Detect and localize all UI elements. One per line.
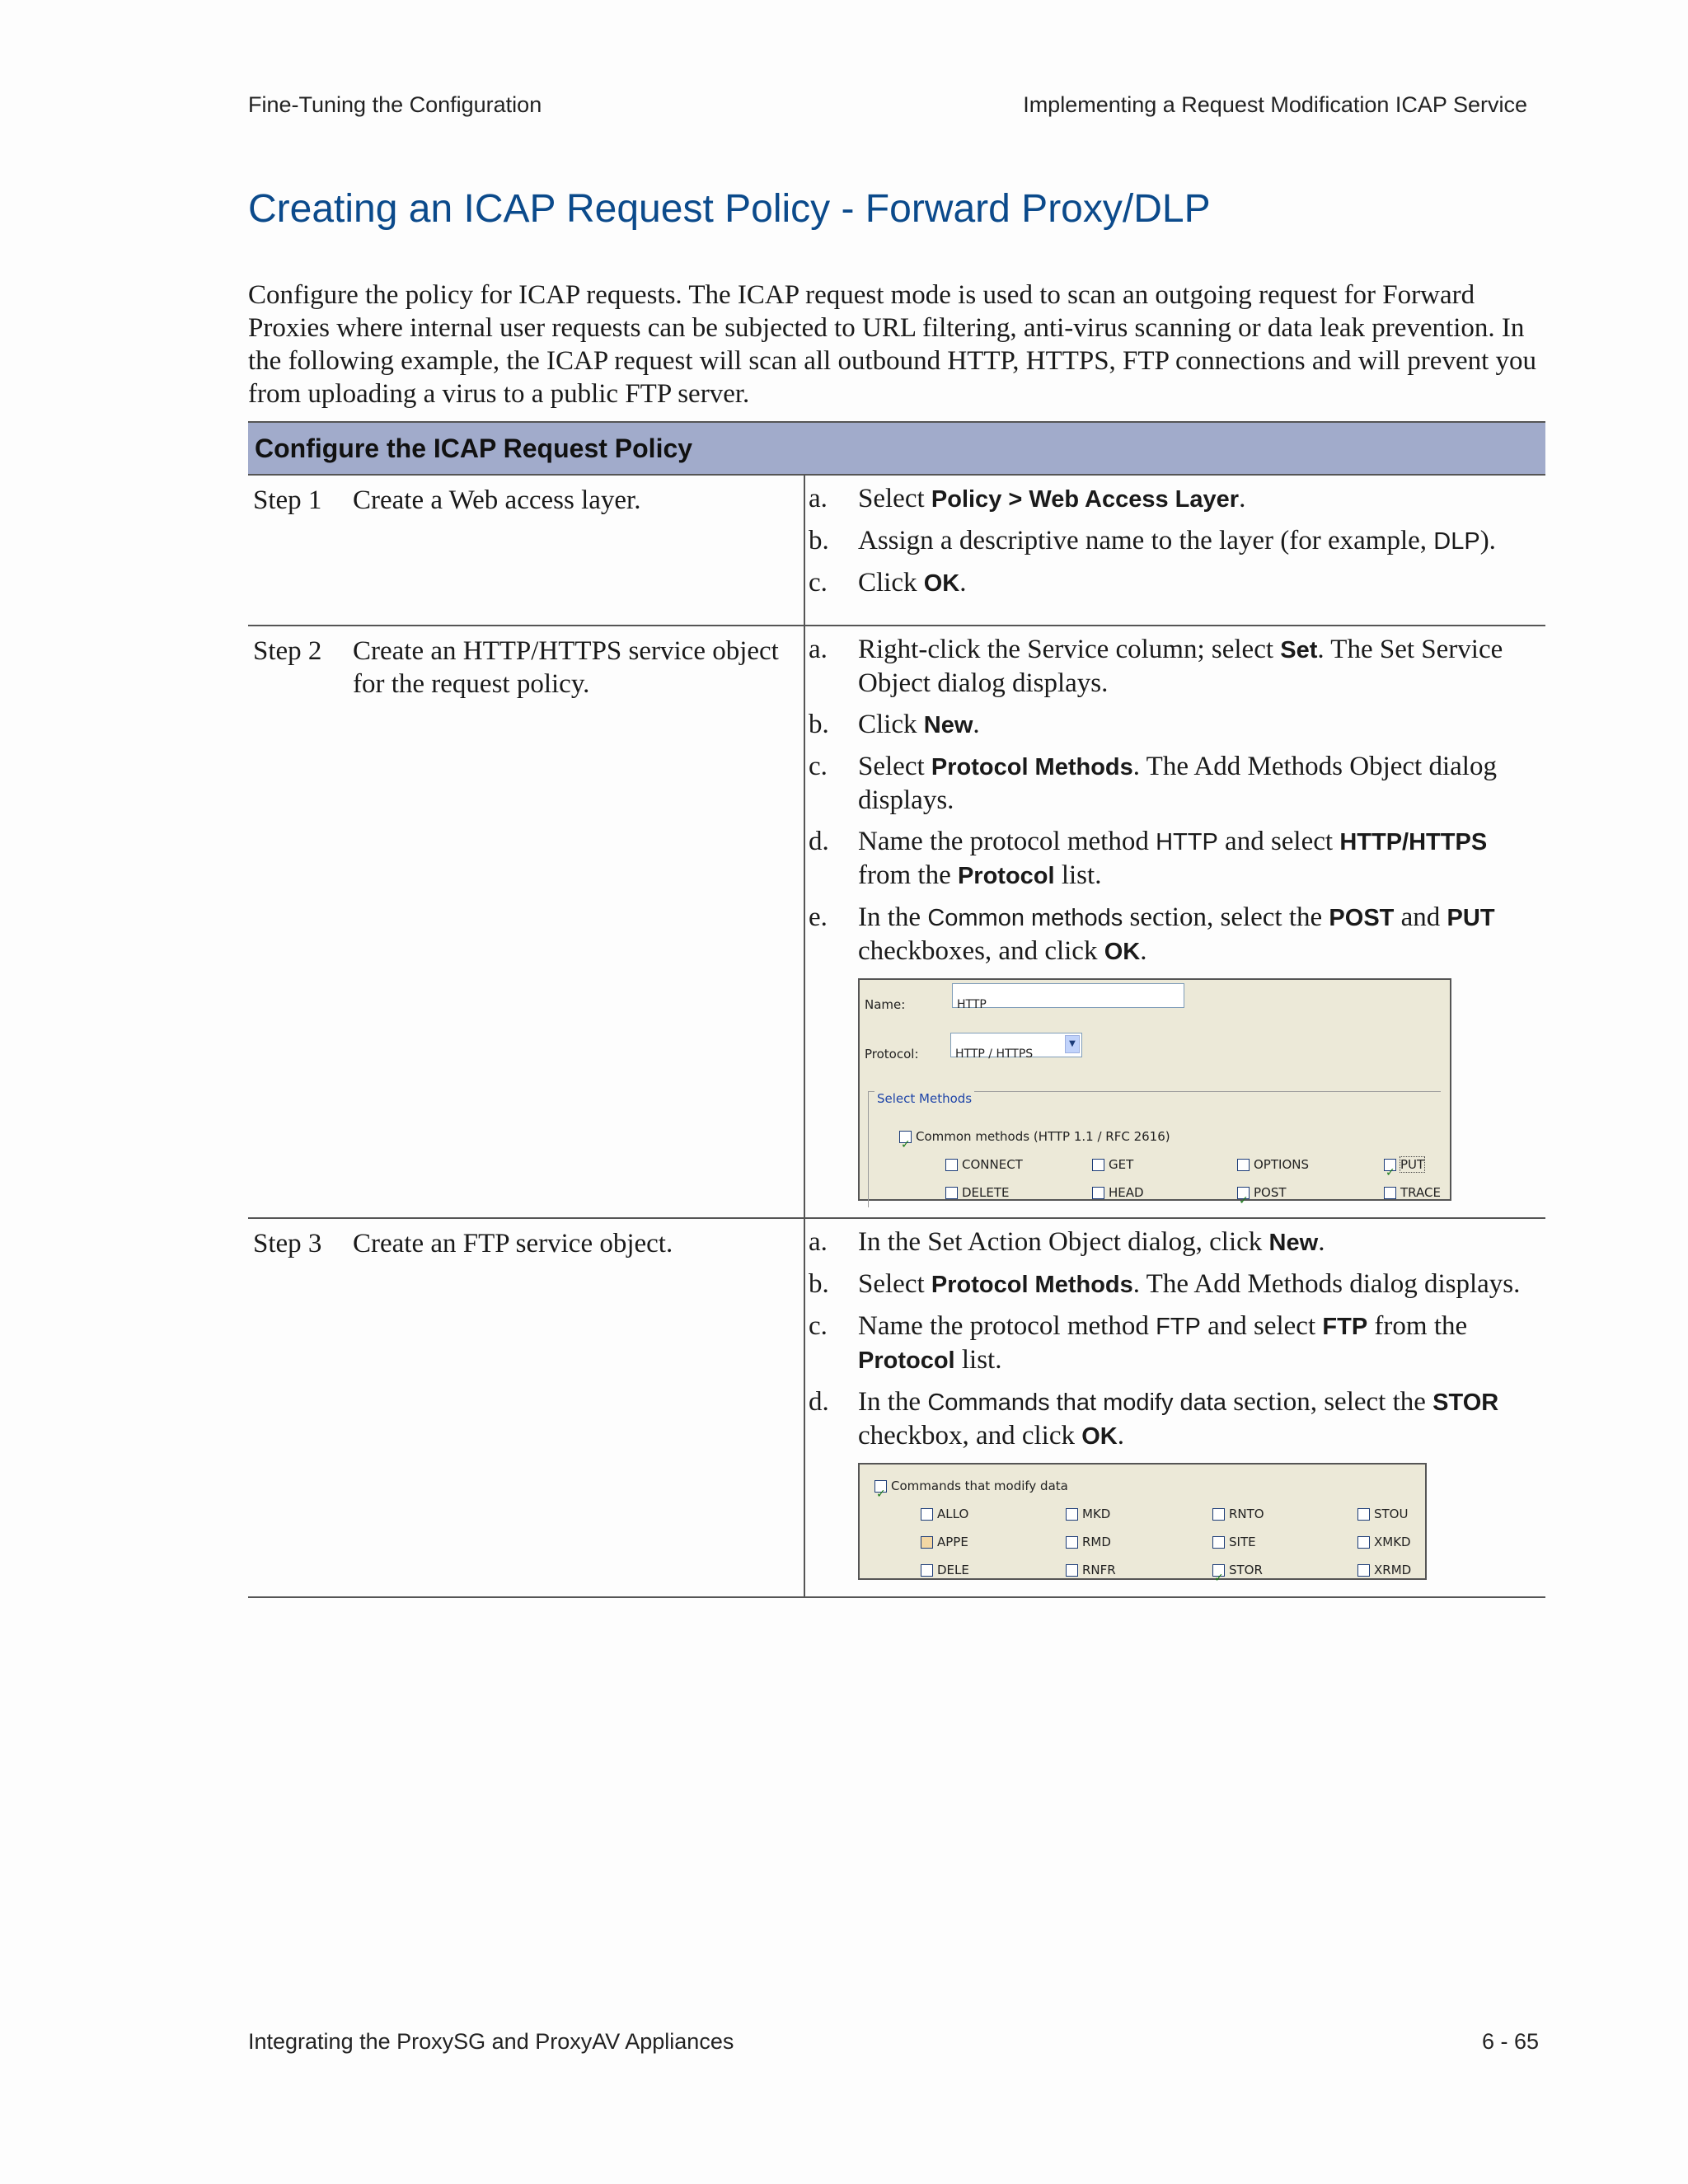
command-checkbox[interactable]: ALLO xyxy=(921,1497,968,1530)
substep: a. In the Set Action Object dialog, click New. xyxy=(809,1227,1325,1257)
add-methods-dialog-screenshot xyxy=(858,978,1451,1201)
ftp-commands-screenshot xyxy=(858,1463,1427,1580)
substep: a. Select Policy > Web Access Layer. xyxy=(809,484,1246,513)
procedure-table xyxy=(248,421,1545,1598)
substep: d. In the Commands that modify data section, select the STOR checkbox, and click OK. xyxy=(809,1387,1499,1451)
chevron-down-icon: ▼ xyxy=(1065,1035,1080,1053)
substep: b. Select Protocol Methods. The Add Methods dialog displays. xyxy=(809,1269,1521,1299)
select-methods-group-label: Select Methods xyxy=(874,1082,974,1115)
method-checkbox[interactable]: CONNECT xyxy=(945,1148,1023,1181)
command-checkbox[interactable]: SITE xyxy=(1212,1526,1256,1558)
method-checkbox-post[interactable]: ✓ POST xyxy=(1237,1176,1287,1209)
command-checkbox[interactable]: RNTO xyxy=(1212,1497,1264,1530)
step-description: Create an HTTP/HTTPS service object for the request policy. xyxy=(353,636,779,699)
substep: b. Click New. xyxy=(809,710,980,739)
intro-paragraph: Configure the policy for ICAP requests. The ICAP request mode is used to scan an outgoing request for Forward Proxies where internal user requests can be subjected to URL filtering, anti-virus scanning or data leak prevention. In the following example, the ICAP request will scan all outbound HTTP, HTTPS, FTP connections and will prevent you from uploading a virus to a public FTP server. xyxy=(248,280,1537,409)
step-label: Step 3 xyxy=(253,1229,322,1258)
commands-group-checkbox[interactable]: ✓Commands that modify data xyxy=(874,1469,1068,1502)
step-row-2 xyxy=(248,626,1545,1219)
command-checkbox[interactable]: XMKD xyxy=(1357,1526,1411,1558)
step-description: Create an FTP service object. xyxy=(353,1229,673,1258)
page-number: 6 - 65 xyxy=(1481,2029,1539,2054)
command-checkbox[interactable]: MKD xyxy=(1066,1497,1110,1530)
checkbox-checked-icon xyxy=(874,1480,887,1493)
running-header-right: Implementing a Request Modification ICAP Service xyxy=(1023,92,1527,117)
step-label: Step 2 xyxy=(253,636,322,666)
command-checkbox[interactable]: XRMD xyxy=(1357,1554,1411,1586)
step-description: Create a Web access layer. xyxy=(353,485,641,515)
method-checkbox[interactable]: GET xyxy=(1092,1148,1133,1181)
substep: e. In the Common methods section, select the POST and PUT checkboxes, and click OK. xyxy=(809,902,1495,966)
substep: c. Select Protocol Methods. The Add Methods Object dialog displays. xyxy=(809,752,1497,815)
checkbox-checked-icon xyxy=(899,1131,912,1143)
command-checkbox[interactable]: STOU xyxy=(1357,1497,1408,1530)
running-header-left: Fine-Tuning the Configuration xyxy=(248,92,542,117)
step-row-3 xyxy=(248,1219,1545,1598)
method-checkbox[interactable]: OPTIONS xyxy=(1237,1148,1309,1181)
procedure-heading: Configure the ICAP Request Policy xyxy=(248,421,1545,476)
method-checkbox[interactable]: TRACE xyxy=(1384,1176,1441,1209)
command-checkbox[interactable]: DELE xyxy=(921,1554,969,1586)
page-title: Creating an ICAP Request Policy - Forward Proxy/DLP xyxy=(248,187,1211,231)
substep: c. Name the protocol method FTP and select FTP from the Protocol list. xyxy=(809,1311,1468,1375)
step-label: Step 1 xyxy=(253,485,322,515)
common-methods-checkbox[interactable]: ✓Common methods (HTTP 1.1 / RFC 2616) xyxy=(899,1120,1170,1153)
command-checkbox[interactable]: APPE xyxy=(921,1526,968,1558)
method-checkbox-put[interactable]: ✓ PUT xyxy=(1384,1148,1424,1181)
substep: c. Click OK. xyxy=(809,568,967,598)
substep: d. Name the protocol method HTTP and select HTTP/HTTPS from the Protocol list. xyxy=(809,827,1488,890)
command-checkbox[interactable]: RNFR xyxy=(1066,1554,1116,1586)
substep: a. Right-click the Service column; select Set. The Set Service Object dialog displays. xyxy=(809,635,1503,698)
step-row-1 xyxy=(248,476,1545,626)
method-checkbox[interactable]: HEAD xyxy=(1092,1176,1144,1209)
method-checkbox[interactable]: DELETE xyxy=(945,1176,1010,1209)
substep: b. Assign a descriptive name to the layer (for example, DLP). xyxy=(809,526,1496,555)
name-field[interactable]: HTTP xyxy=(952,983,1184,1008)
protocol-select[interactable]: HTTP / HTTPS ▼ xyxy=(950,1033,1082,1057)
command-checkbox-stor[interactable]: ✓ STOR xyxy=(1212,1554,1263,1586)
name-label: Name: xyxy=(865,997,906,1012)
command-checkbox[interactable]: RMD xyxy=(1066,1526,1111,1558)
running-footer-left: Integrating the ProxySG and ProxyAV Appliances xyxy=(248,2029,734,2054)
protocol-label: Protocol: xyxy=(865,1047,919,1062)
